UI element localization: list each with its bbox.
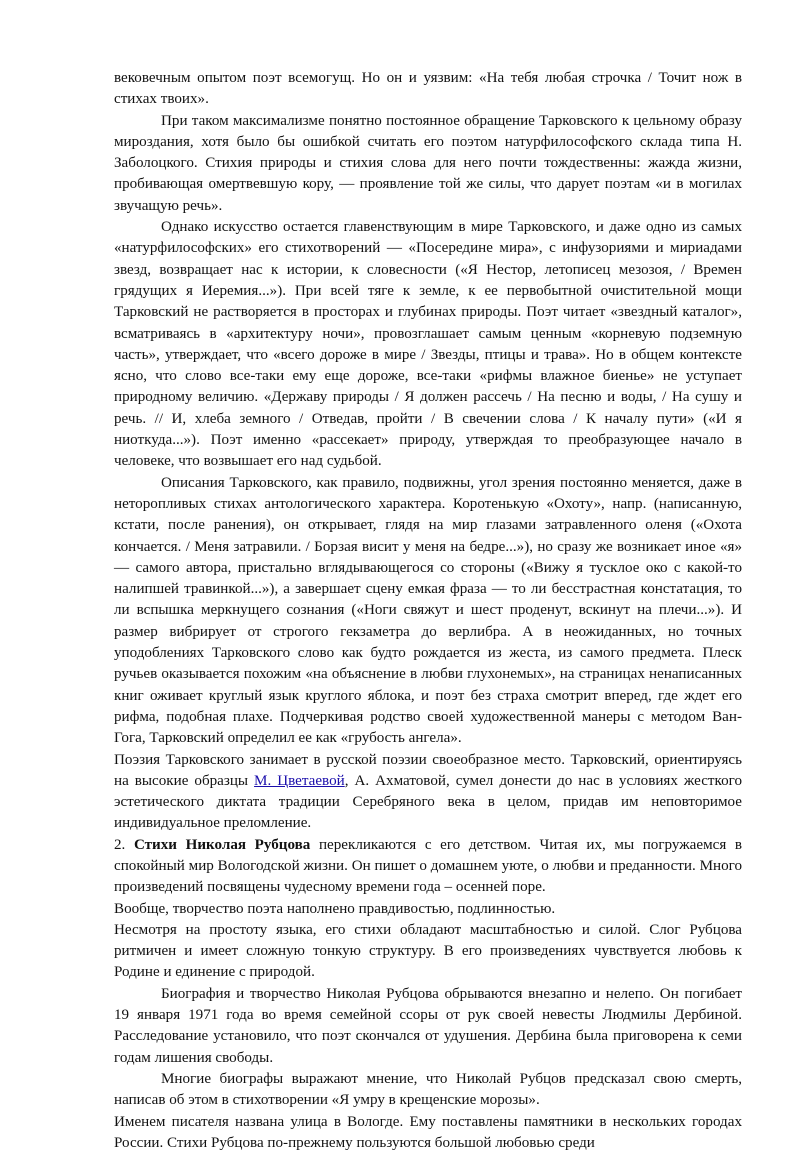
paragraph-text: Однако искусство остается главенствующим в мире Тарковского, и даже одно из самых «натурфилософских» его стихотворений — «Посередине мира», с инфузориями и мириадами звезд, возвращает нас к истории, к словесности («Я Нестор, летописец мезозоя, / Времен грядущих я Иеремия...»). При всей тяге к земле, к ее первобытной очистительной мощи Тарковский не растворяется в просторах и глубинах природы. Поэт читает «звездный каталог», всматриваясь в «архитектуру ночи», провозглашает самым ценным «корневую подземную часть», утверждает, что «всего дороже в мире / Звезды, птицы и трава». Но в общем контексте ясно, что слово все-таки ему еще дороже, все-таки «рифмы влажное биенье» не уступает природному величию. «Державу природы / Я должен рассечь / На песню и воды, / На сушу и речь. // И, хлеба земного / Отведав, пройти / В свечении слова / К началу пути» («И я ниоткуда...»). Поэт именно «рассекает» природу, утверждая то преобразующее начало в человеке, что возвышает его над судьбой. xyxy=(114,219,742,470)
paragraph-text: 2. xyxy=(114,836,134,853)
paragraph-text: , А. Ахматовой, сумел донести до нас в условиях жесткого эстетического диктата традиции Серебряного века в целом, придав им неповторимое индивидуальное преломление. xyxy=(114,772,742,832)
bold-heading-text: Стихи Николая Рубцова xyxy=(133,836,311,853)
paragraph xyxy=(114,920,742,984)
paragraph-text: перекликаются с его детством. Читая их, мы погружаемся в спокойный мир Вологодской жизни. Он пишет о домашнем уюте, о любви и преданности. Много произведений посвящены чудесному времени года – осенней поре. xyxy=(114,836,742,896)
paragraph xyxy=(114,111,742,217)
paragraph-text: вековечным опытом поэт всемогущ. Но он и уязвим: «На тебя любая строчка / Точит нож в стихах твоих». xyxy=(114,70,742,108)
paragraph xyxy=(114,1069,742,1112)
paragraph-text: Несмотря на простоту языка, его стихи обладают масштабностью и силой. Слог Рубцова ритмичен и имеет сложную тонкую структуру. В его произведениях чувствуется любовь к Родине и единение с природой. xyxy=(114,921,742,981)
document-body xyxy=(114,68,742,1154)
paragraph xyxy=(114,68,742,111)
paragraph xyxy=(114,217,742,473)
paragraph-text: Именем писателя названа улица в Вологде. Ему поставлены памятники в нескольких городах России. Стихи Рубцова по-прежнему пользуются большой любовью среди xyxy=(114,1113,742,1151)
tsvetaeva-link[interactable]: М. Цветаевой xyxy=(254,772,345,789)
paragraph xyxy=(114,473,742,750)
paragraph xyxy=(114,835,742,899)
paragraph-text: Биография и творчество Николая Рубцова обрываются внезапно и нелепо. Он погибает 19 января 1971 года во время семейной ссоры от рук своей невесты Людмилы Дербиной. Расследование установило, что поэт скончался от удушения. Дербина была приговорена к семи годам лишения свободы. xyxy=(114,985,742,1066)
paragraph xyxy=(114,1112,742,1154)
paragraph xyxy=(114,750,742,835)
paragraph-text: Поэзия Тарковского занимает в русской поэзии своеобразное место. Тарковский, ориентируясь на высокие образцы xyxy=(114,751,742,789)
paragraph-text: При таком максимализме понятно постоянное обращение Тарковского к цельному образу мироздания, хотя было бы ошибкой считать его поэтом натурфилософского склада типа Н. Заболоцкого. Стихия природы и стихия слова для него почти тождественны: жажда жизни, пробивающая омертвевшую кору, — проявление той же силы, что дарует поэтам «и в могилах звучащую речь». xyxy=(114,112,742,214)
paragraph xyxy=(114,984,742,1069)
paragraph-text: Многие биографы выражают мнение, что Николай Рубцов предсказал свою смерть, написав об этом в стихотворении «Я умру в крещенские морозы». xyxy=(114,1070,742,1109)
paragraph xyxy=(114,899,742,920)
paragraph-text: Вообще, творчество поэта наполнено правдивостью, подлинностью. xyxy=(114,900,556,917)
paragraph-text: Описания Тарковского, как правило, подвижны, угол зрения постоянно меняется, даже в неторопливых стихах антологического характера. Коротенькую «Охоту», напр. (написанную, кстати, после ранения), он открывает, глядя на мир глазами затравленного оленя («Охота кончается. / Меня затравили. / Борзая висит у меня на бедре...»), но сразу же возникает иное «я» — самого автора, пристально вглядывающегося со стороны («Вижу я тусклое око с какой-то налипшей травинкой...»), а завершает сцену емкая фраза — то ли бесстрастная констатация, то ли вспышка меркнущего сознания («Ноги свяжут и шест проденут, вскинут на плечи...»). И размер вибрирует от строгого гекзаметра до верлибра. А в неожиданных, но точных уподоблениях Тарковского слово как будто рождается из жеста, из самого предмета. Плеск ручьев оказывается похожим «на объяснение в любви глухонемых», на страницах ненаписанных книг оживает круглый язык круглого яблока, и поэт без страха смотрит вперед, где ждет его рифма, подобная плахе. Подчеркивая родство своей художественной манеры с методом Ван-Гога, Тарковский определил ее как «грубость ангела». xyxy=(114,474,742,747)
